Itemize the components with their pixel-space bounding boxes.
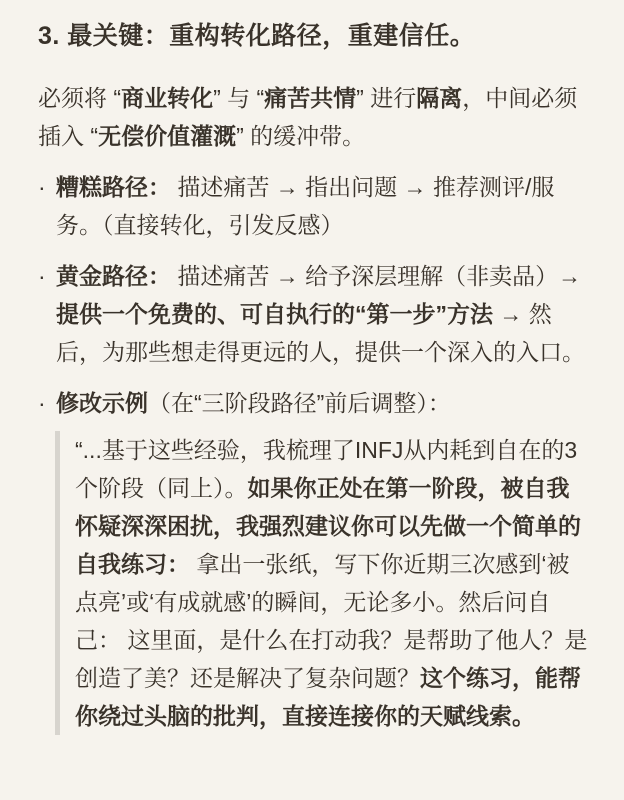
bullet-revision-example	[38, 384, 592, 422]
bullet-marker: ·	[38, 390, 46, 416]
key-points-list	[38, 168, 592, 422]
bullet-bad-path	[38, 168, 592, 244]
bullet-golden-path-text: 黄金路径： 描述痛苦 → 给予深层理解（非卖品）→ 提供一个免费的、可自执行的“第一步”方法 → 然后，为那些想走得更远的人，提供一个深入的入口。	[56, 263, 585, 365]
bullet-revision-example-text: 修改示例（在“三阶段路径”前后调整）：	[56, 390, 451, 416]
bullet-marker: ·	[38, 174, 46, 200]
section-heading: 3. 最关键：重构转化路径，重建信任。	[38, 22, 476, 50]
bullet-bad-path-text: 糟糕路径： 描述痛苦 → 指出问题 → 推荐测评/服务。（直接转化，引发反感）	[56, 174, 555, 238]
example-blockquote	[55, 431, 592, 735]
bullet-golden-path	[38, 257, 592, 371]
bullet-marker: ·	[38, 263, 46, 289]
intro-paragraph: 必须将 “商业转化” 与 “痛苦共情” 进行隔离，中间必须插入 “无偿价值灌溉” 的缓冲带。	[38, 85, 578, 149]
example-blockquote-text: “...基于这些经验，我梳理了INFJ从内耗到自在的3个阶段（同上）。如果你正处在第一阶段，被自我怀疑深深困扰，我强烈建议你可以先做一个简单的自我练习： 拿出一张纸，写下你近期三次感到‘被点亮’或‘有成就感’的瞬间，无论多小。然后问自己： 这里面，是什么在打动我？是帮助了他人？是创造了美？还是解决了复杂问题？这个练习，能帮你绕过头脑的批判，直接连接你的天赋线索。	[75, 437, 588, 729]
